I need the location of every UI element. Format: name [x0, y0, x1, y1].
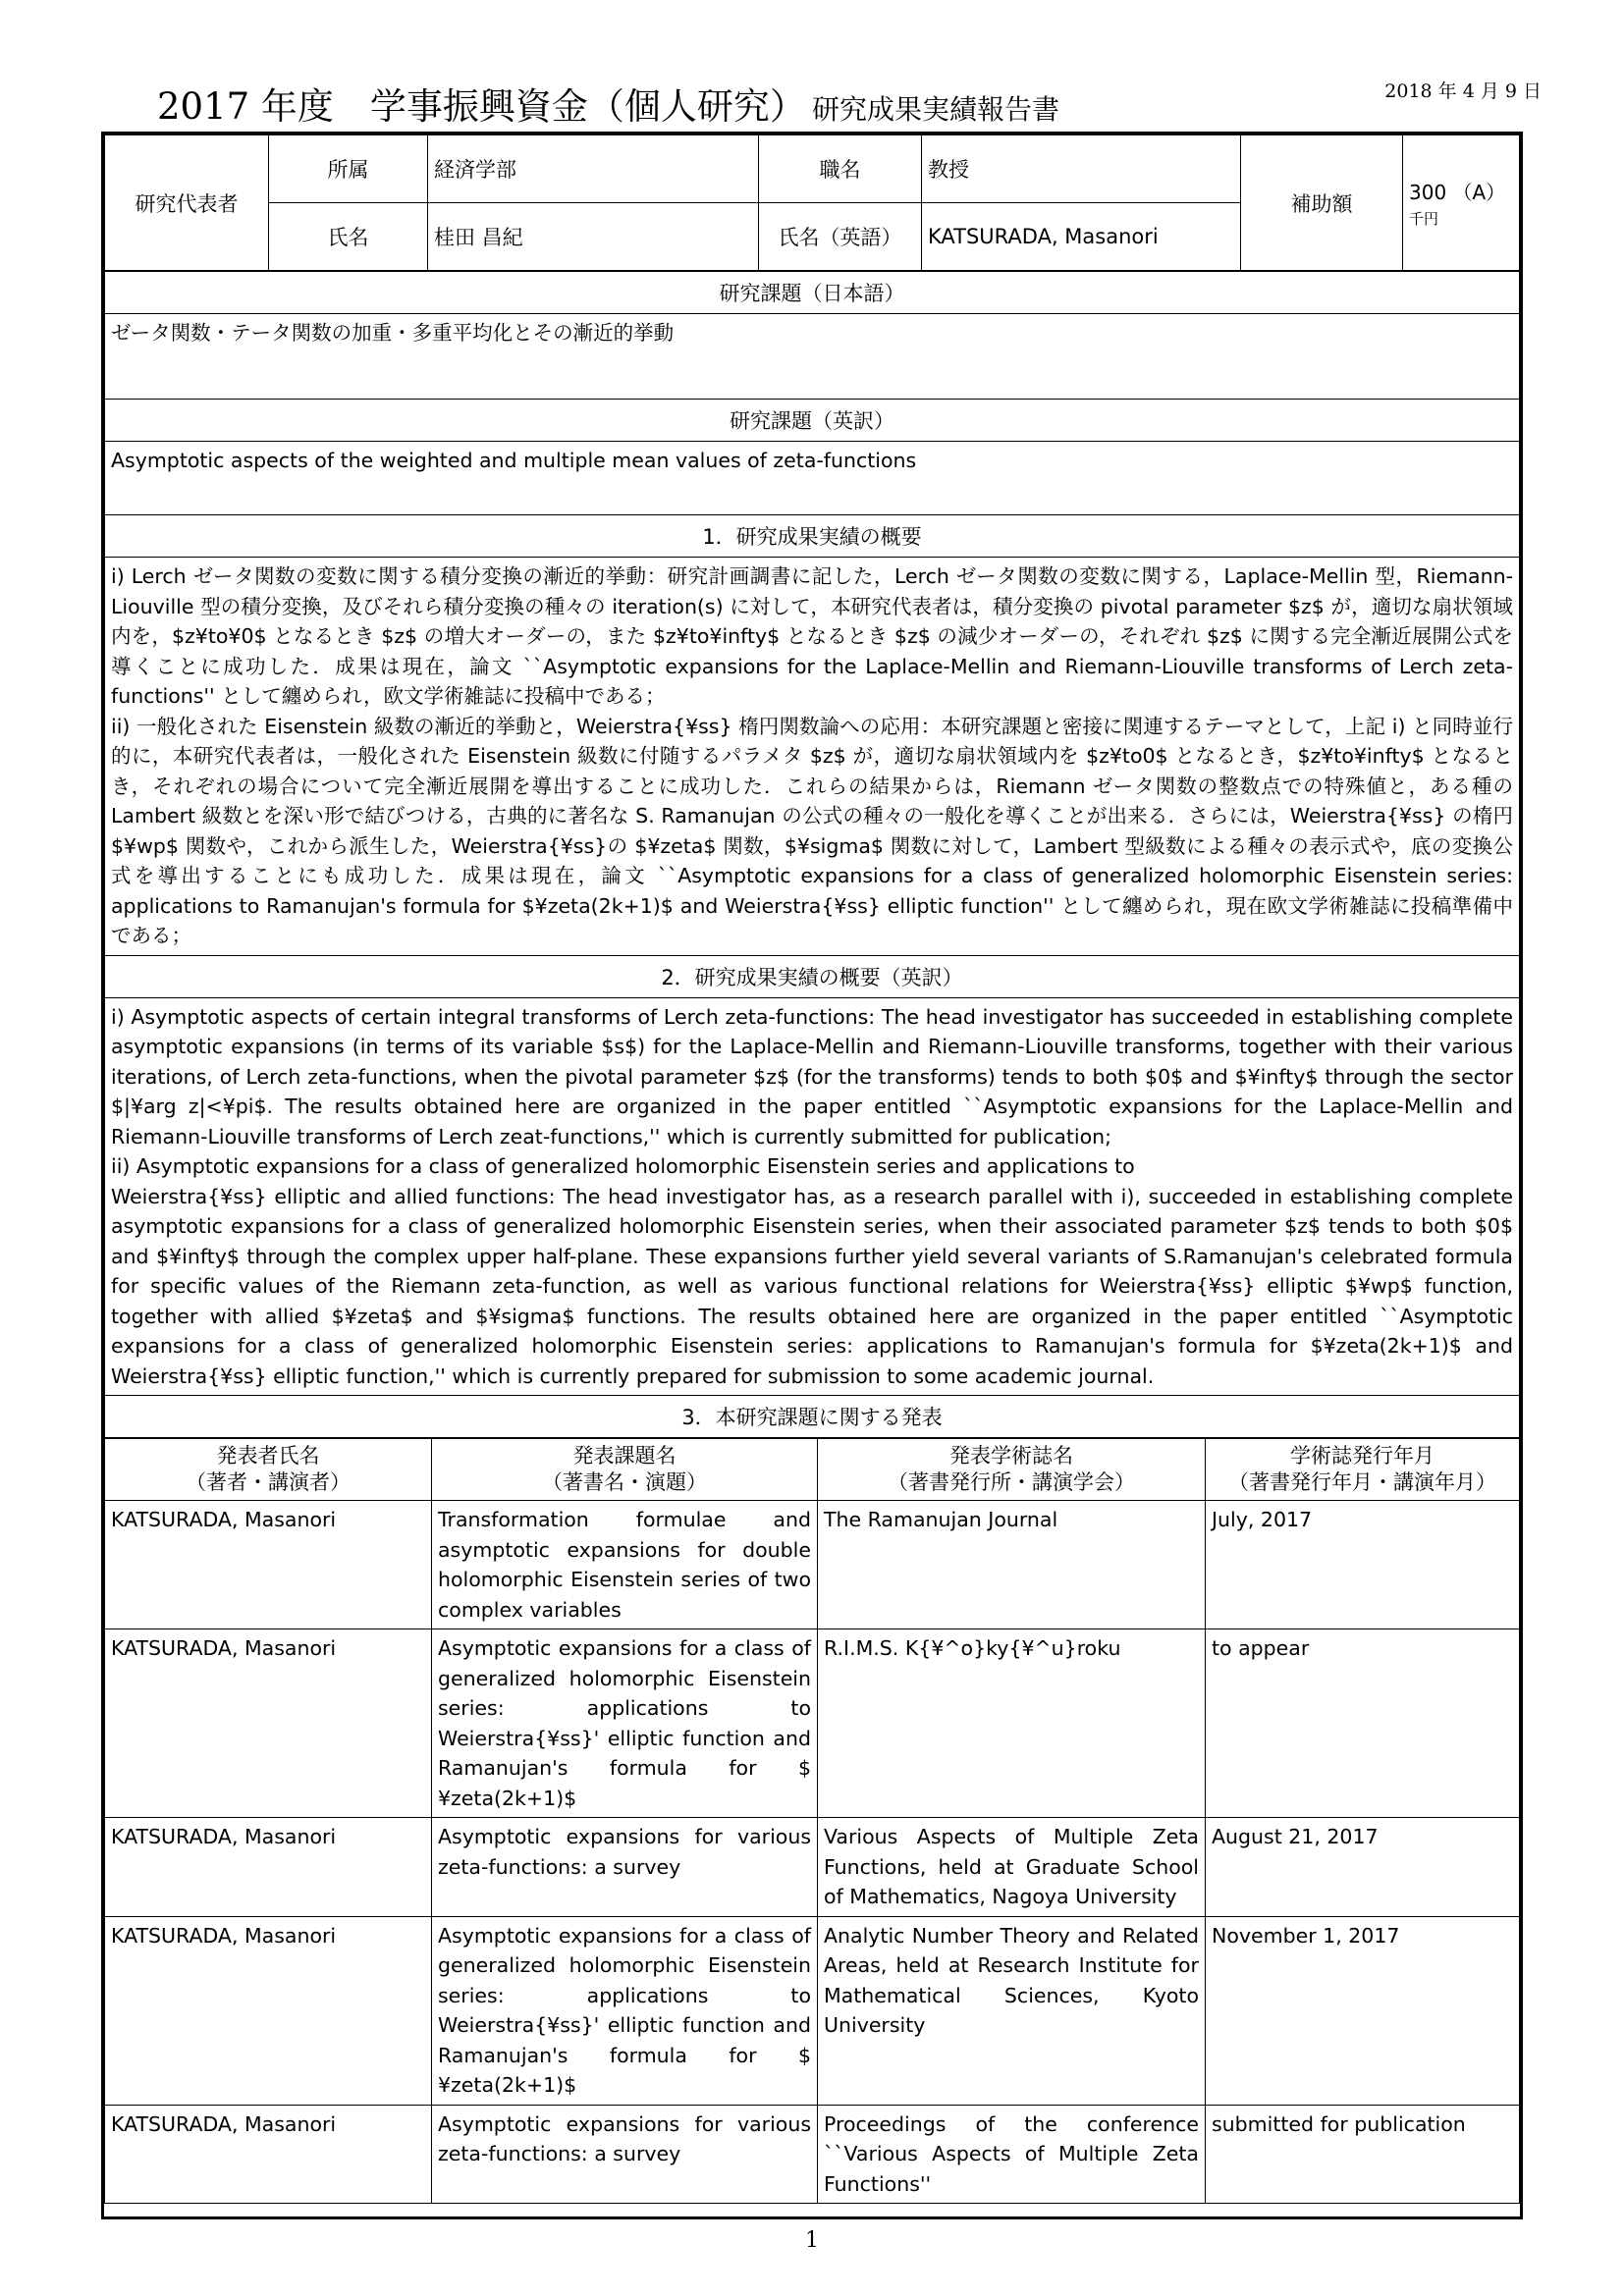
name-en-value: KATSURADA, Masanori	[922, 203, 1241, 271]
affiliation-label: 所属	[269, 135, 428, 203]
row-venue: The Ramanujan Journal	[818, 1501, 1206, 1629]
grant-cell	[1403, 135, 1520, 271]
row-author: KATSURADA, Masanori	[105, 1818, 432, 1917]
row-title: Transformation formulae and asymptotic expansions for double holomorphic Eisenstein series of two complex variables	[432, 1501, 818, 1629]
row-title: Asymptotic expansions for a class of generalized holomorphic Eisenstein series: applications to Weierstra{¥ss}' elliptic function and Ramanujan's formula for $¥zeta(2k+1)$	[432, 1916, 818, 2105]
row-date: submitted for publication	[1206, 2105, 1520, 2204]
col-title: 発表課題名 （著書名・演題）	[432, 1439, 818, 1501]
name-en-label: 氏名（英語）	[759, 203, 922, 271]
col-author: 発表者氏名 （著者・講演者）	[105, 1439, 432, 1501]
table-row	[105, 1629, 1520, 1818]
title-main: 2017 年度 学事振興資金（個人研究）	[157, 85, 806, 128]
title-sub: 研究成果実績報告書	[811, 93, 1059, 126]
row-date: November 1, 2017	[1206, 1916, 1520, 2105]
report-form	[101, 132, 1523, 2219]
row-title: Asymptotic expansions for various zeta-functions: a survey	[432, 2105, 818, 2204]
page-number: 1	[805, 2228, 819, 2253]
row-author: KATSURADA, Masanori	[105, 1501, 432, 1629]
row-author: KATSURADA, Masanori	[105, 1916, 432, 2105]
grant-unit: 千円	[1409, 210, 1439, 228]
document-title	[157, 77, 1059, 130]
row-date: to appear	[1206, 1629, 1520, 1818]
topic-ja-label: 研究課題（日本語）	[105, 272, 1520, 314]
rep-label: 研究代表者	[105, 135, 269, 271]
row-date: August 21, 2017	[1206, 1818, 1520, 1917]
affiliation-value: 経済学部	[428, 135, 759, 203]
row-venue: Proceedings of the conference ``Various Aspects of Multiple Zeta Functions''	[818, 2105, 1206, 2204]
row-venue: Analytic Number Theory and Related Areas, held at Research Institute for Mathematical Sciences, Kyoto University	[818, 1916, 1206, 2105]
table-row	[105, 2105, 1520, 2204]
topic-en-text: Asymptotic aspects of the weighted and multiple mean values of zeta-functions	[105, 442, 1520, 515]
presentations-label: 3．本研究課題に関する発表	[105, 1396, 1520, 1438]
row-title: Asymptotic expansions for a class of generalized holomorphic Eisenstein series: applications to Weierstra{¥ss}' elliptic function and Ramanujan's formula for $¥zeta(2k+1)$	[432, 1629, 818, 1818]
row-author: KATSURADA, Masanori	[105, 1629, 432, 1818]
row-date: July, 2017	[1206, 1501, 1520, 1629]
table-row	[105, 1501, 1520, 1629]
summary-en-label: 2．研究成果実績の概要（英訳）	[105, 955, 1520, 997]
presentations-table	[104, 1438, 1520, 2204]
row-venue: Various Aspects of Multiple Zeta Functions, held at Graduate School of Mathematics, Nagoya University	[818, 1818, 1206, 1917]
table-row	[105, 1818, 1520, 1917]
table-row	[105, 1916, 1520, 2105]
name-label: 氏名	[269, 203, 428, 271]
grant-amount: 300 （A）	[1409, 181, 1506, 204]
topic-ja-text: ゼータ関数・テータ関数の加重・多重平均化とその漸近的挙動	[105, 314, 1520, 400]
body-table	[104, 271, 1520, 1438]
name-value: 桂田 昌紀	[428, 203, 759, 271]
row-author: KATSURADA, Masanori	[105, 2105, 432, 2204]
row-venue: R.I.M.S. K{¥^o}ky{¥^u}roku	[818, 1629, 1206, 1818]
grant-label: 補助額	[1241, 135, 1403, 271]
report-date: 2018 年 4 月 9 日	[1384, 80, 1542, 102]
info-table	[104, 134, 1520, 271]
row-title: Asymptotic expansions for various zeta-functions: a survey	[432, 1818, 818, 1917]
col-venue: 発表学術誌名 （著書発行所・講演学会）	[818, 1439, 1206, 1501]
position-label: 職名	[759, 135, 922, 203]
summary-en-text: i) Asymptotic aspects of certain integral transforms of Lerch zeta-functions: The head investigator has succeeded in establishing complete asymptotic expansions (in terms of its variable $s$) for the Laplace-Mellin and Riemann-Liouville transforms, together with their various iterations, of Lerch zeta-functions, when the pivotal parameter $z$ (for the transforms) tends to both $0$ and $¥infty$ through the sector $|¥arg z|<¥pi$. The results obtained here are organized in the paper entitled ``Asymptotic expansions for the Laplace-Mellin and Riemann-Liouville transforms of Lerch zeat-functions,'' which is currently submitted for publication; ii) Asymptotic expansions for a class of generalized holomorphic Eisenstein series and applications to Weierstra{¥ss} elliptic and allied functions: The head investigator has, as a research parallel with i), succeeded in establishing complete asymptotic expansions for a class of generalized holomorphic Eisenstein series, when their associated parameter $z$ tends to both $0$ and $¥infty$ through the complex upper half-plane. These expansions further yield several variants of S.Ramanujan's celebrated formula for specific values of the Riemann zeta-function, as well as various functional relations for Weierstra{¥ss} elliptic $¥wp$ function, together with allied $¥zeta$ and $¥sigma$ functions. The results obtained here are organized in the paper entitled ``Asymptotic expansions for a class of generalized holomorphic Eisenstein series: applications to Ramanujan's formula for $¥zeta(2k+1)$ and Weierstra{¥ss} elliptic function,'' which is currently prepared for submission to some academic journal.	[105, 997, 1520, 1396]
topic-en-label: 研究課題（英訳）	[105, 400, 1520, 442]
summary-ja-text: i) Lerch ゼータ関数の変数に関する積分変換の漸近的挙動：研究計画調書に記した，Lerch ゼータ関数の変数に関する，Laplace-Mellin 型，Riemann-Liouville 型の積分変換，及びそれら積分変換の種々の iteration(s) に対して，本研究代表者は，積分変換の pivotal parameter $z$ が，適切な扇状領域内を，$z¥to¥0$ となるとき $z$ の増大オーダーの，また $z¥to¥infty$ となるとき $z$ の減少オーダーの，それぞれ $z$ に関する完全漸近展開公式を導くことに成功した．成果は現在，論文 ``Asymptotic expansions for the Laplace-Mellin and Riemann-Liouville transforms of Lerch zeta-functions'' として纏められ，欧文学術雑誌に投稿中である； ii) 一般化された Eisenstein 級数の漸近的挙動と，Weierstra{¥ss} 楕円関数論への応用：本研究課題と密接に関連するテーマとして，上記 i) と同時並行的に，本研究代表者は，一般化された Eisenstein 級数に付随するパラメタ $z$ が，適切な扇状領域内を $z¥to0$ となるとき，$z¥to¥infty$ となるとき，それぞれの場合について完全漸近展開を導出することに成功した．これらの結果からは，Riemann ゼータ関数の整数点での特殊値と，ある種の Lambert 級数とを深い形で結びつける，古典的に著名な S. Ramanujan の公式の種々の一般化を導くことが出来る．さらには，Weierstra{¥ss} の楕円 $¥wp$ 関数や，これから派生した，Weierstra{¥ss}の $¥zeta$ 関数，$¥sigma$ 関数に対して，Lambert 型級数による種々の表示式や，底の変換公式を導出することにも成功した．成果は現在，論文 ``Asymptotic expansions for a class of generalized holomorphic Eisenstein series: applications to Ramanujan's formula for $¥zeta(2k+1)$ and Weierstra{¥ss} elliptic function'' として纏められ，現在欧文学術雑誌に投稿準備中である；	[105, 558, 1520, 956]
col-date: 学術誌発行年月 （著書発行年月・講演年月）	[1206, 1439, 1520, 1501]
summary-ja-label: 1．研究成果実績の概要	[105, 515, 1520, 558]
position-value: 教授	[922, 135, 1241, 203]
